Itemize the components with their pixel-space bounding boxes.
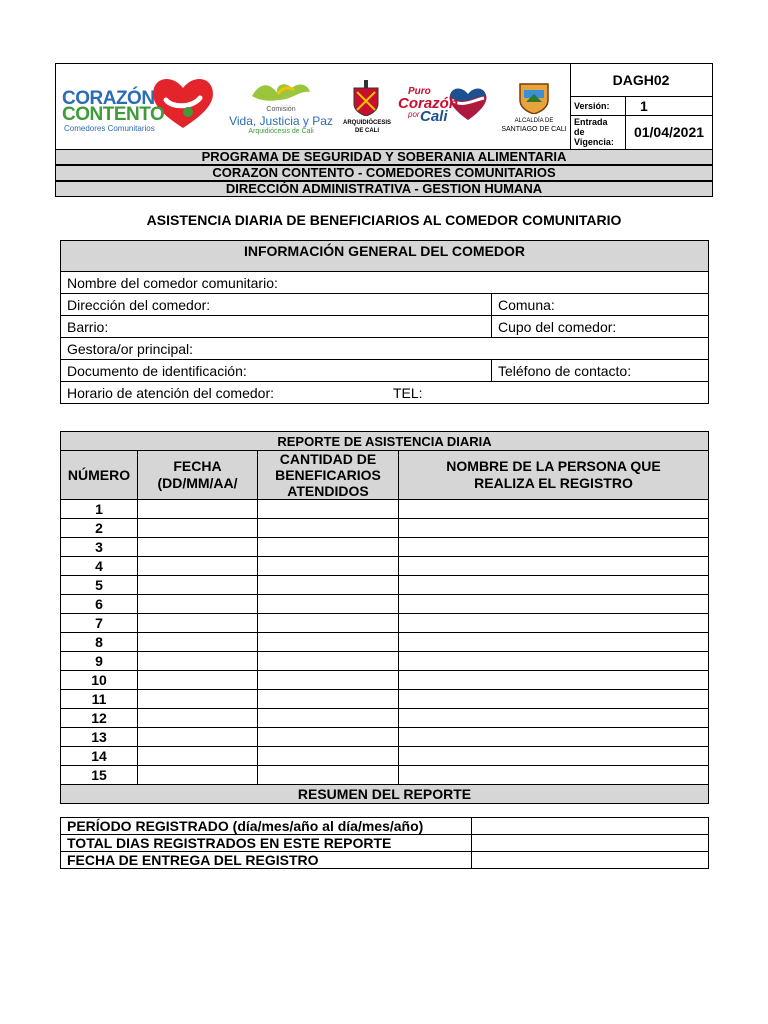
table-row <box>61 690 709 709</box>
row-nombre[interactable] <box>399 576 709 595</box>
row-nombre[interactable] <box>399 557 709 576</box>
vigencia-value: 01/04/2021 <box>633 124 705 140</box>
field-cupo[interactable]: Cupo del comedor: <box>492 316 709 338</box>
row-fecha[interactable] <box>138 557 258 576</box>
row-fecha[interactable] <box>138 652 258 671</box>
band-subprogram: CORAZON CONTENTO - COMEDORES COMUNITARIOS <box>55 165 713 181</box>
row-cantidad[interactable] <box>258 519 399 538</box>
summary-heading: RESUMEN DEL REPORTE <box>61 785 709 804</box>
field-comuna[interactable]: Comuna: <box>492 294 709 316</box>
field-barrio[interactable]: Barrio: <box>61 316 492 338</box>
document-code: DAGH02 <box>570 64 712 97</box>
row-fecha[interactable] <box>138 633 258 652</box>
row-number: 1 <box>61 500 138 519</box>
comision-line2: Vida, Justicia y Paz <box>229 114 333 128</box>
summary-table <box>60 817 709 869</box>
field-horario-row[interactable] <box>61 382 709 404</box>
vigencia-label-line1: Entrada <box>574 117 608 127</box>
band-direction: DIRECCIÓN ADMINISTRATIVA - GESTION HUMANA <box>55 181 713 197</box>
row-nombre[interactable] <box>399 766 709 785</box>
attendance-rows <box>61 500 709 785</box>
row-number: 2 <box>61 519 138 538</box>
corazon-text: Corazón <box>398 95 458 112</box>
field-horario: Horario de atención del comedor: <box>67 384 275 401</box>
summary-periodo-value[interactable] <box>472 818 709 835</box>
summary-total-label: TOTAL DIAS REGISTRADOS EN ESTE REPORTE <box>61 835 472 852</box>
vigencia-label <box>570 116 626 149</box>
row-fecha[interactable] <box>138 766 258 785</box>
alcaldia-logo <box>496 82 572 142</box>
col-nombre-line1: NOMBRE DE LA PERSONA QUE <box>446 458 661 474</box>
document-title: ASISTENCIA DIARIA DE BENEFICIARIOS AL COMEDOR COMUNITARIO <box>146 212 622 228</box>
row-nombre[interactable] <box>399 500 709 519</box>
table-row <box>61 614 709 633</box>
row-cantidad[interactable] <box>258 500 399 519</box>
field-tel: TEL: <box>393 384 423 401</box>
general-info-table <box>60 240 709 404</box>
row-cantidad[interactable] <box>258 709 399 728</box>
row-cantidad[interactable] <box>258 614 399 633</box>
comision-line3: Arquidiócesis de Cali <box>248 128 314 135</box>
version-row <box>570 97 712 116</box>
row-fecha[interactable] <box>138 709 258 728</box>
row-fecha[interactable] <box>138 728 258 747</box>
row-nombre[interactable] <box>399 633 709 652</box>
por-text: por <box>408 110 420 119</box>
field-telefono[interactable]: Teléfono de contacto: <box>492 360 709 382</box>
row-nombre[interactable] <box>399 728 709 747</box>
row-nombre[interactable] <box>399 709 709 728</box>
general-info-heading: INFORMACIÓN GENERAL DEL COMEDOR <box>61 241 709 272</box>
row-fecha[interactable] <box>138 538 258 557</box>
row-cantidad[interactable] <box>258 652 399 671</box>
col-cantidad-line1: CANTIDAD DE <box>279 451 377 467</box>
table-row <box>61 747 709 766</box>
row-cantidad[interactable] <box>258 557 399 576</box>
row-cantidad[interactable] <box>258 766 399 785</box>
row-number: 3 <box>61 538 138 557</box>
row-nombre[interactable] <box>399 614 709 633</box>
version-value: 1 <box>640 98 648 114</box>
arquidiocesis-line2: DE CALI <box>355 128 379 134</box>
document-header <box>55 63 713 150</box>
summary-entrega-value[interactable] <box>472 852 709 869</box>
city-shield-icon <box>518 82 550 114</box>
col-cantidad <box>258 451 399 500</box>
row-number: 9 <box>61 652 138 671</box>
row-fecha[interactable] <box>138 671 258 690</box>
row-fecha[interactable] <box>138 595 258 614</box>
row-number: 15 <box>61 766 138 785</box>
table-row <box>61 557 709 576</box>
logo-text-contento: CONTENTO <box>62 104 165 125</box>
table-row <box>61 538 709 557</box>
row-nombre[interactable] <box>399 690 709 709</box>
cali-text: Cali <box>420 108 448 125</box>
row-number: 8 <box>61 633 138 652</box>
row-cantidad[interactable] <box>258 633 399 652</box>
table-row <box>61 766 709 785</box>
col-numero: NÚMERO <box>61 451 138 500</box>
coat-of-arms-icon <box>351 80 381 116</box>
summary-periodo-label: PERÍODO REGISTRADO (día/mes/año al día/mes/año) <box>61 818 472 835</box>
attendance-heading: REPORTE DE ASISTENCIA DIARIA <box>61 432 709 451</box>
col-nombre-line2: REALIZA EL REGISTRO <box>474 475 633 491</box>
row-nombre[interactable] <box>399 519 709 538</box>
dove-icon <box>248 78 314 104</box>
comision-line1: Comisión <box>266 106 296 113</box>
row-cantidad[interactable] <box>258 671 399 690</box>
row-fecha[interactable] <box>138 614 258 633</box>
col-fecha <box>138 451 258 500</box>
table-row <box>61 519 709 538</box>
row-fecha[interactable] <box>138 690 258 709</box>
table-row <box>61 709 709 728</box>
row-cantidad[interactable] <box>258 576 399 595</box>
alcaldia-line1: ALCALDÍA DE <box>514 118 554 124</box>
logo-strip <box>56 64 571 149</box>
row-nombre[interactable] <box>399 671 709 690</box>
field-gestora[interactable]: Gestora/or principal: <box>61 338 709 360</box>
row-nombre[interactable] <box>399 595 709 614</box>
table-row <box>61 633 709 652</box>
puro-corazon-logo <box>398 86 488 130</box>
logo-text-corazon: CORAZÓN <box>62 88 155 109</box>
table-row <box>61 576 709 595</box>
row-number: 13 <box>61 728 138 747</box>
table-row <box>61 500 709 519</box>
row-number: 7 <box>61 614 138 633</box>
row-cantidad[interactable] <box>258 690 399 709</box>
row-cantidad[interactable] <box>258 595 399 614</box>
col-nombre <box>399 451 709 500</box>
logo-text-comedores: Comedores Comunitarios <box>64 124 155 133</box>
arquidiocesis-line1: ARQUIDIÓCESIS <box>342 120 391 126</box>
puro-text: Puro <box>408 86 431 97</box>
row-nombre[interactable] <box>399 652 709 671</box>
corazon-contento-logo <box>62 84 212 134</box>
alcaldia-line2: SANTIAGO DE CALI <box>501 126 567 133</box>
row-fecha[interactable] <box>138 747 258 766</box>
field-nombre[interactable]: Nombre del comedor comunitario: <box>61 272 709 294</box>
row-number: 5 <box>61 576 138 595</box>
band-program: PROGRAMA DE SEGURIDAD Y SOBERANIA ALIMENTARIA <box>55 149 713 165</box>
row-fecha[interactable] <box>138 576 258 595</box>
row-number: 6 <box>61 595 138 614</box>
row-nombre[interactable] <box>399 747 709 766</box>
version-label: Versión: <box>570 97 626 115</box>
row-fecha[interactable] <box>138 500 258 519</box>
summary-total-value[interactable] <box>472 835 709 852</box>
table-row <box>61 595 709 614</box>
attendance-table <box>60 431 709 804</box>
table-row <box>61 728 709 747</box>
row-cantidad[interactable] <box>258 728 399 747</box>
row-number: 11 <box>61 690 138 709</box>
field-documento[interactable]: Documento de identificación: <box>61 360 492 382</box>
document-control-box <box>570 64 712 149</box>
arquidiocesis-logo <box>342 80 392 140</box>
vigencia-label-line2: de <box>574 127 585 137</box>
row-cantidad[interactable] <box>258 538 399 557</box>
col-fecha-line1: FECHA <box>173 458 222 474</box>
col-fecha-line2: (DD/MM/AA/ <box>157 475 238 491</box>
col-cantidad-line3: ATENDIDOS <box>287 483 369 499</box>
vigencia-row <box>570 116 712 149</box>
col-cantidad-line2: BENEFICARIOS <box>275 467 381 483</box>
row-nombre[interactable] <box>399 538 709 557</box>
vigencia-label-line3: Vigencia: <box>574 137 614 147</box>
row-number: 4 <box>61 557 138 576</box>
summary-entrega-label: FECHA DE ENTREGA DEL REGISTRO <box>61 852 472 869</box>
row-number: 14 <box>61 747 138 766</box>
row-number: 12 <box>61 709 138 728</box>
table-row <box>61 671 709 690</box>
table-row <box>61 652 709 671</box>
row-fecha[interactable] <box>138 519 258 538</box>
row-cantidad[interactable] <box>258 747 399 766</box>
comision-logo <box>228 78 334 138</box>
row-number: 10 <box>61 671 138 690</box>
field-direccion[interactable]: Dirección del comedor: <box>61 294 492 316</box>
